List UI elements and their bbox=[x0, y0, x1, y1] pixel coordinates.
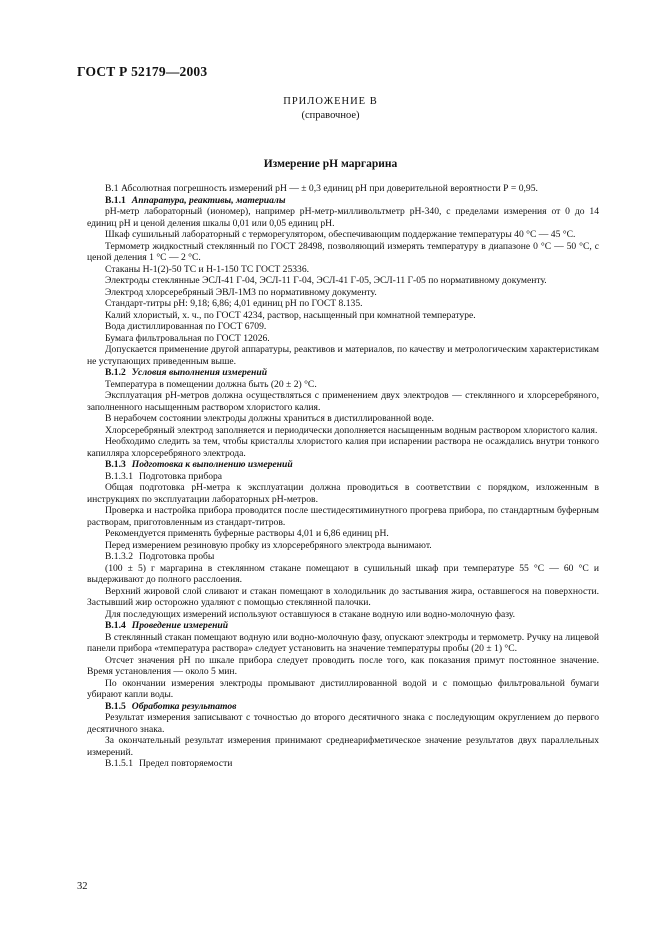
section-number: В.1.4 bbox=[105, 620, 126, 631]
paragraph: Перед измерением резиновую пробку из хлорсеребряного электрода вынимают. bbox=[105, 539, 432, 551]
section-title: Проведение измерений bbox=[131, 620, 229, 631]
section-heading bbox=[87, 367, 599, 379]
paragraph: Стаканы Н-1(2)-50 ТС и Н-1-150 ТС ГОСТ 25336. bbox=[105, 263, 310, 275]
document-body bbox=[87, 183, 599, 770]
paragraph: За окончательный результат измерения принимают среднеарифметическое значение результатов двух параллельных измерений. bbox=[87, 735, 599, 758]
section-number: В.1.3.2 bbox=[105, 551, 133, 562]
paragraph: В стеклянный стакан помещают водную или водно-молочную фазу, опускают электроды и термометр. Ручку на лицевой панели прибора «температура раствора» следует установить на значение температуры пробы (20 ± 1) °С. bbox=[87, 631, 599, 654]
section-heading bbox=[87, 701, 599, 713]
document-title: Измерение рН маргарина bbox=[263, 158, 398, 170]
standard-header: ГОСТ Р 52179—2003 bbox=[77, 64, 208, 79]
paragraph: В.1 Абсолютная погрешность измерений рН — ± 0,3 единиц рН при доверительной вероятности Р = 0,95. bbox=[105, 183, 538, 194]
paragraph: По окончании измерения электроды промывают дистиллированной водой и с помощью фильтровальной бумаги убирают капли воды. bbox=[87, 677, 599, 700]
section-number: В.1.5 bbox=[105, 700, 126, 712]
subsection-heading bbox=[87, 471, 599, 483]
paragraph: Электроды стеклянные ЭСЛ-41 Г-04, ЭСЛ-11 Г-04, ЭСЛ-41 Г-05, ЭСЛ-11 Г-05 по нормативному документу. bbox=[105, 275, 547, 286]
section-heading bbox=[87, 620, 599, 632]
paragraph: Стандарт-титры рН: 9,18; 6,86; 4,01 единиц рН по ГОСТ 8.135. bbox=[105, 298, 363, 309]
paragraph: Эксплуатация рН-метров должна осуществляться с применением двух электродов — стеклянного и хлорсеребряного, заполненного насыщенным раствором хлористого калия. bbox=[87, 390, 599, 413]
paragraph: Калий хлористый, х. ч., по ГОСТ 4234, раствор, насыщенный при комнатной температуре. bbox=[105, 309, 476, 321]
subsection-heading bbox=[87, 551, 599, 563]
paragraph: Для последующих измерений используют оставшуюся в стакане водную или водно-молочную фазу. bbox=[105, 608, 516, 620]
paragraph: Допускается применение другой аппаратуры, реактивов и материалов, по качеству и метрологическим характеристикам не уступающих приведенным выше. bbox=[87, 344, 599, 367]
section-number: В.1.3 bbox=[105, 459, 126, 470]
page-number: 32 bbox=[77, 881, 88, 892]
paragraph: В нерабочем состоянии электроды должны храниться в дистиллированной воде. bbox=[105, 413, 434, 424]
section-title: Условия выполнения измерений bbox=[131, 367, 268, 378]
annex-title: ПРИЛОЖЕНИЕ В bbox=[283, 96, 378, 107]
section-title: Обработка результатов bbox=[131, 700, 237, 712]
paragraph: Вода дистиллированная по ГОСТ 6709. bbox=[105, 321, 267, 332]
section-title: Аппаратура, реактивы, материалы bbox=[131, 194, 286, 206]
paragraph: Результат измерения записывают с точностью до второго десятичного знака с последующим округлением до первого десятичного знака. bbox=[87, 712, 599, 735]
paragraph: Общая подготовка рН-метра к эксплуатации должна проводиться в соответствии с порядком, изложенным в инструкциях по эксплуатации лабораторных рН-метров. bbox=[87, 482, 599, 505]
paragraph: (100 ± 5) г маргарина в стеклянном стакане помещают в сушильный шкаф при температуре 55 °С — 60 °С и выдерживают до полного расслоения. bbox=[87, 562, 599, 585]
section-number: В.1.3.1 bbox=[105, 470, 133, 482]
paragraph: Необходимо следить за тем, чтобы кристаллы хлористого калия при испарении раствора не осаждались внутри тонкого капилляра хлорсеребряного электрода. bbox=[87, 436, 599, 459]
annex-subtitle: (справочное) bbox=[301, 110, 360, 121]
section-title: Подготовка к выполнению измерений bbox=[131, 459, 293, 470]
paragraph: Бумага фильтровальная по ГОСТ 12026. bbox=[105, 332, 270, 344]
paragraph: Отсчет значения рН по шкале прибора следует проводить после того, как показания примут постоянное значение. Время установления — около 5 мин. bbox=[87, 654, 599, 677]
paragraph: рН-метр лабораторный (иономер), например рН-метр-милливольтметр рН-340, с пределами измерения от 0 до 14 единиц рН и ценой деления шкалы 0,01 или 0,05 единиц рН. bbox=[87, 206, 599, 229]
section-number: В.1.5.1 bbox=[105, 758, 133, 769]
subsection-heading bbox=[87, 758, 599, 770]
paragraph: Верхний жировой слой сливают и стакан помещают в холодильник до застывания жира, оставшегося на поверхности. Застывший жир осторожно удаляют с помощью стеклянной палочки. bbox=[87, 585, 599, 608]
section-number: В.1.2 bbox=[105, 367, 126, 378]
paragraph: Температура в помещении должна быть (20 ± 2) °С. bbox=[105, 378, 317, 390]
paragraph: Хлорсеребряный электрод заполняется и периодически дополняется насыщенным водным раствором хлористого калия. bbox=[105, 424, 598, 436]
paragraph: Шкаф сушильный лабораторный с терморегулятором, обеспечивающим поддержание температуры 40 °С — 45 °С. bbox=[105, 229, 576, 240]
section-title: Подготовка прибора bbox=[139, 470, 223, 482]
section-number: В.1.1 bbox=[105, 194, 126, 206]
paragraph: Термометр жидкостный стеклянный по ГОСТ 28498, позволяющий измерять температуру в диапазоне 0 °С — 50 °С, с ценой деления 1 °С — 2 °С. bbox=[87, 240, 599, 263]
paragraph: Электрод хлорсеребряный ЭВЛ-1М3 по нормативному документу. bbox=[105, 286, 377, 298]
section-title: Подготовка пробы bbox=[139, 551, 215, 562]
section-title: Предел повторяемости bbox=[139, 758, 233, 769]
paragraph: Проверка и настройка прибора проводится после шестидесятиминутного прогрева прибора, по стандартным буферным растворам, приготовленным из стандарт-титров. bbox=[87, 505, 599, 528]
section-heading bbox=[87, 195, 599, 207]
paragraph: Рекомендуется применять буферные растворы 4,01 и 6,86 единиц рН. bbox=[105, 528, 389, 539]
section-heading bbox=[87, 459, 599, 471]
